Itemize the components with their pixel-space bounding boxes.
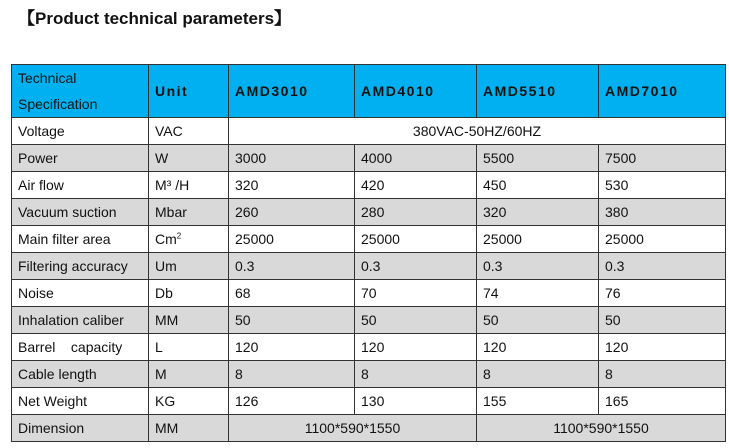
- row-value-cell: 120: [599, 334, 726, 361]
- row-value-cell: 25000: [229, 226, 355, 253]
- row-unit-cell: M³ /H: [149, 172, 229, 199]
- row-value-cell: 76: [599, 280, 726, 307]
- row-label-cell: Net Weight: [12, 388, 149, 415]
- row-value-cell: 74: [477, 280, 599, 307]
- row-value-cell: 320: [229, 172, 355, 199]
- row-label-cell: Filtering accuracy: [12, 253, 149, 280]
- row-value-cell: 0.3: [355, 253, 477, 280]
- row-label-cell: Noise: [12, 280, 149, 307]
- table-row: [12, 172, 726, 199]
- header-spec-cell: [12, 65, 149, 118]
- header-model-amd3010: AMD3010: [229, 65, 355, 118]
- row-value-cell: 126: [229, 388, 355, 415]
- table-row: [12, 253, 726, 280]
- row-value-cell: 8: [599, 361, 726, 388]
- table-row: [12, 145, 726, 172]
- row-label-cell: Power: [12, 145, 149, 172]
- table-body: [12, 118, 726, 442]
- header-spec-line1: Technical: [18, 70, 77, 86]
- header-model-amd5510: AMD5510: [477, 65, 599, 118]
- row-label-cell: Main filter area: [12, 226, 149, 253]
- header-model-amd7010: AMD7010: [599, 65, 726, 118]
- row-value-cell: 380: [599, 199, 726, 226]
- row-unit-cell: M: [149, 361, 229, 388]
- row-unit-cell: [149, 226, 229, 253]
- row-label-cell: Inhalation caliber: [12, 307, 149, 334]
- row-value-cell: 165: [599, 388, 726, 415]
- row-value-cell: 8: [229, 361, 355, 388]
- table-row: [12, 118, 726, 145]
- table-row: [12, 334, 726, 361]
- row-value-cell: 8: [477, 361, 599, 388]
- table-row: [12, 226, 726, 253]
- row-value-cell: 420: [355, 172, 477, 199]
- row-unit-cell: Db: [149, 280, 229, 307]
- row-value-cell: 4000: [355, 145, 477, 172]
- row-value-cell: 120: [355, 334, 477, 361]
- row-value-cell: 25000: [355, 226, 477, 253]
- row-label-cell: Voltage: [12, 118, 149, 145]
- table-row: [12, 280, 726, 307]
- table-row: [12, 199, 726, 226]
- row-value-cell: 7500: [599, 145, 726, 172]
- table-header-row: [12, 65, 726, 118]
- unit-text: Cm: [155, 231, 177, 247]
- row-value-cell: 25000: [599, 226, 726, 253]
- row-value-cell: 155: [477, 388, 599, 415]
- row-unit-cell: L: [149, 334, 229, 361]
- row-merged-pair-cell: 1100*590*1550: [477, 415, 726, 442]
- table-row: [12, 415, 726, 442]
- row-label-cell: Cable length: [12, 361, 149, 388]
- header-spec-line2: Specification: [18, 96, 98, 112]
- row-unit-cell: MM: [149, 415, 229, 442]
- row-value-cell: 8: [355, 361, 477, 388]
- row-value-cell: 0.3: [599, 253, 726, 280]
- spec-table: [11, 64, 726, 442]
- unit-superscript: 2: [176, 231, 182, 241]
- row-value-cell: 50: [355, 307, 477, 334]
- row-value-cell: 130: [355, 388, 477, 415]
- row-value-cell: 260: [229, 199, 355, 226]
- row-value-cell: 50: [229, 307, 355, 334]
- row-label-cell: Dimension: [12, 415, 149, 442]
- row-value-cell: 320: [477, 199, 599, 226]
- row-value-cell: 120: [229, 334, 355, 361]
- header-model-amd4010: AMD4010: [355, 65, 477, 118]
- row-value-cell: 3000: [229, 145, 355, 172]
- row-unit-cell: MM: [149, 307, 229, 334]
- row-label-cell: Barrel capacity: [12, 334, 149, 361]
- section-title: 【Product technical parameters】: [18, 9, 292, 28]
- row-unit-cell: Mbar: [149, 199, 229, 226]
- row-label-cell: Air flow: [12, 172, 149, 199]
- row-value-cell: 0.3: [477, 253, 599, 280]
- row-unit-cell: VAC: [149, 118, 229, 145]
- row-value-cell: 70: [355, 280, 477, 307]
- row-value-cell: 50: [477, 307, 599, 334]
- row-unit-cell: W: [149, 145, 229, 172]
- row-unit-cell: Um: [149, 253, 229, 280]
- row-value-cell: 5500: [477, 145, 599, 172]
- table-row: [12, 388, 726, 415]
- row-label-cell: Vacuum suction: [12, 199, 149, 226]
- row-value-cell: 25000: [477, 226, 599, 253]
- table-row: [12, 307, 726, 334]
- table-row: [12, 361, 726, 388]
- row-value-cell: 68: [229, 280, 355, 307]
- row-unit-cell: KG: [149, 388, 229, 415]
- row-merged-value-cell: 380VAC-50HZ/60HZ: [229, 118, 726, 145]
- row-value-cell: 450: [477, 172, 599, 199]
- row-value-cell: 120: [477, 334, 599, 361]
- row-merged-pair-cell: 1100*590*1550: [229, 415, 477, 442]
- row-value-cell: 50: [599, 307, 726, 334]
- header-unit-cell: Unit: [149, 65, 229, 118]
- row-value-cell: 0.3: [229, 253, 355, 280]
- row-value-cell: 530: [599, 172, 726, 199]
- row-value-cell: 280: [355, 199, 477, 226]
